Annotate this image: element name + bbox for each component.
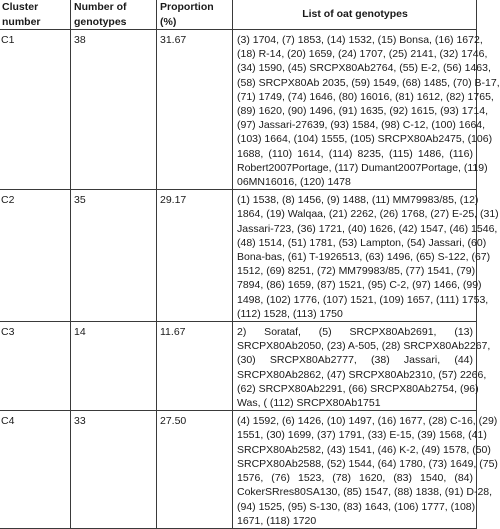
proportion-cell: 31.67 bbox=[157, 30, 233, 190]
genotype-list-cell bbox=[233, 411, 498, 529]
genotype-list-line: 1498, (102) 1776, (107) 1521, (109) 1657, (111) 1753, bbox=[237, 293, 489, 306]
header-list-of-oat-genotypes: List of oat genotypes bbox=[233, 0, 477, 30]
genotype-list-line: 7894, (86) 1659, (87) 1521, (95) C-2, (97) 1466, (99) bbox=[237, 279, 482, 292]
table-body bbox=[0, 30, 500, 529]
genotype-list-cell bbox=[233, 190, 499, 322]
header-cluster-number: Cluster number bbox=[0, 0, 71, 30]
genotype-list-line: 2) Sorataf, (5) SRCPX80Ab2691, (13) bbox=[237, 326, 473, 339]
genotype-list-line: SRCPX80Ab2862, (47) SRCPX80Ab2310, (57) 2266, bbox=[237, 368, 487, 381]
table-row bbox=[0, 30, 477, 190]
genotype-list-line: (112) 1528, (113) 1750 bbox=[237, 307, 343, 320]
genotype-list-line: Jassari-723, (36) 1721, (40) 1626, (42) 1547, (46) 1546, bbox=[237, 222, 498, 235]
cluster-number-cell: C3 bbox=[0, 322, 71, 411]
genotype-list-line: 1576, (76) 1523, (78) 1620, (83) 1540, (84) bbox=[237, 472, 473, 485]
genotype-list-line: Bona-bas, (61) T-1926513, (63) 1496, (65) S-122, (67) bbox=[237, 251, 491, 264]
cluster-number-cell: C2 bbox=[0, 190, 71, 322]
genotype-list-line: (62) SRCPX80Ab2291, (66) SRCPX80Ab2754, (96) bbox=[237, 382, 479, 395]
header-proportion: Proportion (%) bbox=[157, 0, 233, 30]
genotype-list-line: (3) 1704, (7) 1853, (14) 1532, (15) Bonsa, (16) 1672, bbox=[237, 34, 483, 46]
genotype-list-line: (58) SRCPX80Ab 2035, (59) 1549, (68) 1485, (70) B-17, bbox=[237, 76, 500, 89]
genotype-list-line: (34) 1590, (45) SRCPX80Ab2764, (55) E-2, (56) 1463, bbox=[237, 62, 491, 75]
genotype-list-line: 1512, (69) 8251, (72) MM79983/85, (77) 1541, (79) bbox=[237, 265, 476, 278]
cluster-number-cell: C1 bbox=[0, 30, 71, 190]
table-row bbox=[0, 322, 477, 411]
genotype-count-cell: 35 bbox=[71, 190, 157, 322]
genotype-list-cell bbox=[233, 30, 500, 190]
genotype-list-line: (103) 1664, (104) 1555, (105) SRCPX80Ab2475, (106) bbox=[237, 133, 493, 146]
genotype-list-cell bbox=[233, 322, 491, 411]
genotype-list-line: (94) 1525, (95) S-130, (83) 1643, (106) 1777, (108) bbox=[237, 500, 476, 513]
genotype-list-line: Was, ( (112) SRCPX80Ab1751 bbox=[237, 397, 381, 410]
genotype-count-cell: 38 bbox=[71, 30, 157, 190]
genotype-list-line: CokerSRres80SA130, (85) 1547, (88) 1838, (91) D-28, bbox=[237, 486, 493, 499]
genotype-list-line: 1688, (110) 1614, (114) 8235, (115) 1486, (116) bbox=[237, 147, 473, 160]
table-row bbox=[0, 190, 477, 322]
cluster-number-cell: C4 bbox=[0, 411, 71, 529]
genotype-list-line: 1671, (118) 1720 bbox=[237, 514, 317, 527]
genotype-list-line: (4) 1592, (6) 1426, (10) 1497, (16) 1677, (28) C-16, (29) bbox=[237, 415, 498, 428]
genotype-count-cell: 33 bbox=[71, 411, 157, 529]
genotype-list-line: (30) SRCPX80Ab2777, (38) Jassari, (44) bbox=[237, 354, 473, 367]
genotype-list-line: Robert2007Portage, (117) Dumant2007Portage, (119) bbox=[237, 161, 488, 174]
genotype-list-line: SRCPX80Ab2582, (43) 1541, (46) K-2, (49) 1578, (50) bbox=[237, 443, 491, 456]
genotype-list-line: (97) Jassari-27639, (93) 1584, (98) C-12, (100) 1664, bbox=[237, 119, 486, 132]
genotype-count-cell: 14 bbox=[71, 322, 157, 411]
genotype-list-line: (71) 1749, (74) 1646, (80) 16016, (81) 1612, (82) 1765, bbox=[237, 90, 494, 103]
header-row bbox=[0, 0, 477, 30]
table-row bbox=[0, 411, 477, 529]
genotype-list-line: SRCPX80Ab2588, (52) 1544, (64) 1780, (73) 1649, (75) bbox=[237, 457, 498, 470]
genotype-list-line: 1864, (19) Walqaa, (21) 2262, (26) 1768, (27) E-25, (31) bbox=[237, 208, 499, 221]
genotype-list-line: 06MN16016, (120) 1478 bbox=[237, 176, 351, 189]
genotype-list-line: (1) 1538, (8) 1456, (9) 1488, (11) MM79983/85, (12) bbox=[237, 194, 479, 207]
proportion-cell: 29.17 bbox=[157, 190, 233, 322]
genotype-list-line: SRCPX80Ab2050, (23) A-505, (28) SRCPX80Ab2267, bbox=[237, 340, 491, 353]
proportion-cell: 27.50 bbox=[157, 411, 233, 529]
genotype-list-line: (48) 1514, (51) 1781, (53) Lampton, (54) Jassari, (60) bbox=[237, 236, 487, 249]
genotype-list-line: (89) 1620, (90) 1496, (91) 1635, (92) 1615, (93) 1714, bbox=[237, 105, 488, 118]
proportion-cell: 11.67 bbox=[157, 322, 233, 411]
genotype-list-line: 1551, (30) 1699, (37) 1791, (33) E-15, (39) 1568, (41) bbox=[237, 429, 487, 442]
header-number-of-genotypes: Number of genotypes bbox=[71, 0, 157, 30]
genotype-list-line: (18) R-14, (20) 1659, (24) 1707, (25) 2141, (32) 1746, bbox=[237, 48, 488, 61]
